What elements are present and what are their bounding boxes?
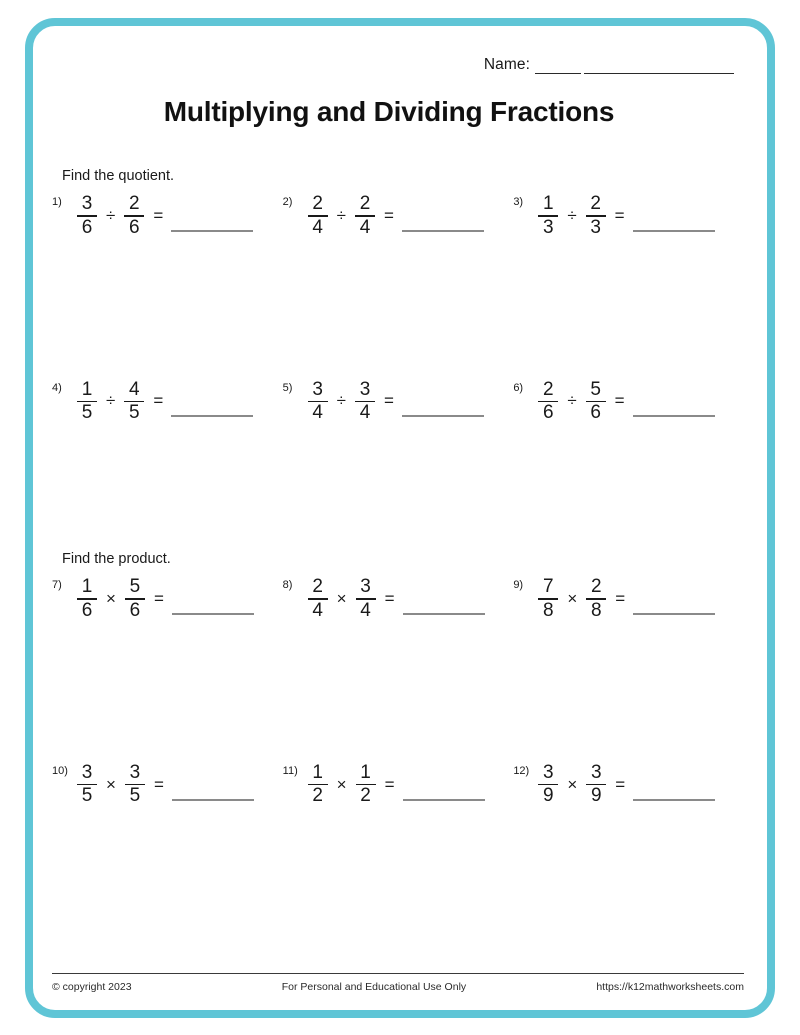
- numerator: 3: [81, 193, 93, 214]
- numerator: 2: [543, 378, 554, 400]
- operator-multiply-icon: ×: [106, 774, 116, 794]
- answer-blank[interactable]: [633, 385, 715, 417]
- answer-blank[interactable]: [172, 583, 254, 615]
- problem-number: 10): [52, 764, 68, 777]
- name-input-blank-long[interactable]: [584, 59, 734, 74]
- denominator: 2: [360, 785, 371, 807]
- equals-sign: =: [384, 774, 395, 794]
- numerator: 3: [590, 761, 602, 783]
- problem-number: 4): [52, 381, 62, 394]
- page-title: Multiplying and Dividing Fractions: [163, 96, 615, 127]
- equals-sign: =: [615, 588, 626, 608]
- problem-12: [513, 763, 744, 807]
- problem-8: [283, 577, 514, 621]
- equals-sign: =: [384, 205, 394, 225]
- problem-expression: [537, 577, 715, 621]
- equals-sign: =: [153, 774, 164, 794]
- denominator: 5: [81, 402, 93, 424]
- fraction-second: [123, 194, 145, 238]
- equals-sign: =: [614, 205, 625, 225]
- name-field-row: [52, 40, 744, 74]
- fraction-first: [537, 763, 559, 807]
- numerator: 1: [543, 193, 554, 214]
- numerator: 4: [129, 378, 140, 400]
- problem-expression: [307, 194, 484, 238]
- fraction-second: [124, 763, 146, 807]
- denominator: 8: [543, 599, 554, 621]
- operator-multiply-icon: ×: [336, 774, 347, 794]
- numerator: 2: [359, 193, 371, 214]
- problem-5: [283, 380, 514, 424]
- operator-multiply-icon: ×: [567, 588, 578, 608]
- numerator: 2: [312, 193, 323, 214]
- fraction-first: [76, 577, 98, 621]
- operator-multiply-icon: ×: [567, 774, 578, 794]
- fraction-second: [585, 577, 607, 621]
- denominator: 5: [81, 785, 93, 807]
- problem-number: 7): [52, 579, 62, 592]
- numerator: 3: [543, 761, 554, 783]
- answer-blank[interactable]: [403, 583, 485, 615]
- fraction-first: [307, 380, 329, 424]
- numerator: 3: [129, 761, 141, 783]
- answer-blank[interactable]: [402, 200, 484, 232]
- problem-6: [513, 380, 744, 424]
- fraction-first: [76, 380, 98, 424]
- equals-sign: =: [153, 205, 164, 225]
- problem-expression: [537, 380, 714, 424]
- denominator: 3: [590, 216, 601, 238]
- problem-number: 12): [513, 764, 530, 777]
- operator-divide-icon: ÷: [106, 391, 116, 411]
- fraction-first: [537, 380, 559, 424]
- problem-row: [52, 194, 744, 238]
- denominator: 5: [129, 785, 141, 807]
- answer-blank[interactable]: [402, 385, 484, 417]
- fraction-first: [307, 763, 329, 807]
- footer-text-row: [52, 981, 744, 993]
- numerator: 1: [81, 576, 93, 598]
- problem-number: 9): [513, 579, 524, 592]
- fraction-second: [354, 194, 376, 238]
- denominator: 6: [81, 216, 93, 238]
- directions-quotient: Find the quotient.: [62, 168, 175, 184]
- numerator: 5: [129, 576, 141, 598]
- answer-blank[interactable]: [633, 583, 715, 615]
- numerator: 1: [360, 761, 371, 783]
- denominator: 5: [129, 402, 140, 424]
- website-link[interactable]: https://k12mathworksheets.com: [596, 981, 744, 993]
- problem-row: [52, 577, 744, 621]
- answer-blank[interactable]: [633, 769, 715, 801]
- fraction-second: [123, 380, 145, 424]
- fraction-first: [537, 194, 559, 238]
- denominator: 3: [543, 216, 554, 238]
- section-product: [52, 551, 744, 806]
- problem-number: 8): [282, 579, 293, 592]
- numerator: 2: [129, 193, 140, 214]
- numerator: 3: [312, 378, 323, 400]
- equals-sign: =: [384, 391, 394, 411]
- operator-multiply-icon: ×: [336, 588, 347, 608]
- section-quotient: [52, 168, 744, 423]
- fraction-second: [355, 763, 377, 807]
- problem-expression: [76, 577, 254, 621]
- problem-4: [52, 380, 283, 424]
- equals-sign: =: [614, 391, 625, 411]
- denominator: 6: [129, 599, 141, 621]
- denominator: 6: [590, 402, 601, 424]
- equals-sign: =: [384, 588, 395, 608]
- answer-blank[interactable]: [172, 769, 254, 801]
- page-footer: [52, 973, 744, 993]
- problem-expression: [537, 763, 715, 807]
- operator-multiply-icon: ×: [106, 588, 116, 608]
- denominator: 4: [360, 599, 371, 621]
- numerator: 7: [543, 576, 554, 598]
- fraction-first: [76, 763, 98, 807]
- operator-divide-icon: ÷: [106, 205, 116, 225]
- denominator: 8: [590, 599, 602, 621]
- operator-divide-icon: ÷: [567, 391, 577, 411]
- numerator: 2: [590, 576, 602, 598]
- problem-number: 11): [282, 764, 298, 777]
- problem-expression: [307, 577, 485, 621]
- answer-blank[interactable]: [171, 385, 253, 417]
- denominator: 4: [312, 216, 323, 238]
- problem-expression: [307, 763, 485, 807]
- denominator: 4: [312, 599, 323, 621]
- numerator: 5: [590, 378, 601, 400]
- name-input-blank-short[interactable]: [535, 59, 581, 74]
- problem-number: 5): [282, 381, 293, 394]
- equals-sign: =: [153, 391, 164, 411]
- usage-text: For Personal and Educational Use Only: [281, 981, 467, 993]
- fraction-second: [585, 763, 607, 807]
- problem-1: [52, 194, 283, 238]
- denominator: 9: [590, 785, 602, 807]
- operator-divide-icon: ÷: [567, 205, 577, 225]
- problem-expression: [76, 380, 253, 424]
- fraction-second: [585, 194, 607, 238]
- name-label: Name:: [483, 56, 530, 73]
- denominator: 4: [359, 402, 371, 424]
- numerator: 2: [590, 193, 601, 214]
- problem-row: [52, 380, 744, 424]
- problem-expression: [76, 194, 253, 238]
- denominator: 4: [359, 216, 371, 238]
- equals-sign: =: [615, 774, 626, 794]
- equals-sign: =: [153, 588, 164, 608]
- directions-product: Find the product.: [62, 551, 171, 568]
- problem-3: [513, 194, 744, 238]
- numerator: 2: [312, 576, 323, 598]
- problem-expression: [307, 380, 484, 424]
- answer-blank[interactable]: [403, 769, 485, 801]
- operator-divide-icon: ÷: [336, 205, 346, 225]
- denominator: 6: [81, 599, 93, 621]
- problem-number: 3): [513, 196, 524, 208]
- denominator: 4: [312, 402, 323, 424]
- problem-number: 2): [282, 196, 293, 208]
- answer-blank[interactable]: [171, 200, 253, 232]
- footer-divider: [52, 973, 744, 974]
- problem-11: [283, 763, 514, 807]
- problem-9: [513, 577, 744, 621]
- problem-2: [283, 194, 514, 238]
- fraction-second: [585, 380, 607, 424]
- numerator: 3: [360, 576, 371, 598]
- denominator: 2: [312, 785, 323, 807]
- numerator: 3: [81, 761, 93, 783]
- fraction-second: [124, 577, 146, 621]
- answer-blank[interactable]: [633, 200, 715, 232]
- problem-row: [52, 763, 744, 807]
- worksheet-content: [52, 40, 744, 990]
- denominator: 6: [543, 402, 554, 424]
- problem-7: [52, 577, 283, 621]
- copyright-text: © copyright 2023: [52, 981, 132, 993]
- denominator: 6: [129, 216, 140, 238]
- problem-expression: [537, 194, 714, 238]
- numerator: 1: [81, 378, 93, 400]
- fraction-first: [307, 577, 329, 621]
- fraction-second: [355, 577, 377, 621]
- denominator: 9: [543, 785, 554, 807]
- problem-number: 6): [513, 381, 524, 394]
- fraction-first: [307, 194, 329, 238]
- fraction-first: [76, 194, 98, 238]
- problem-number: 1): [52, 196, 62, 208]
- problem-expression: [76, 763, 254, 807]
- numerator: 1: [312, 761, 323, 783]
- numerator: 3: [359, 378, 371, 400]
- problem-10: [52, 763, 283, 807]
- fraction-first: [537, 577, 559, 621]
- operator-divide-icon: ÷: [336, 391, 346, 411]
- fraction-second: [354, 380, 376, 424]
